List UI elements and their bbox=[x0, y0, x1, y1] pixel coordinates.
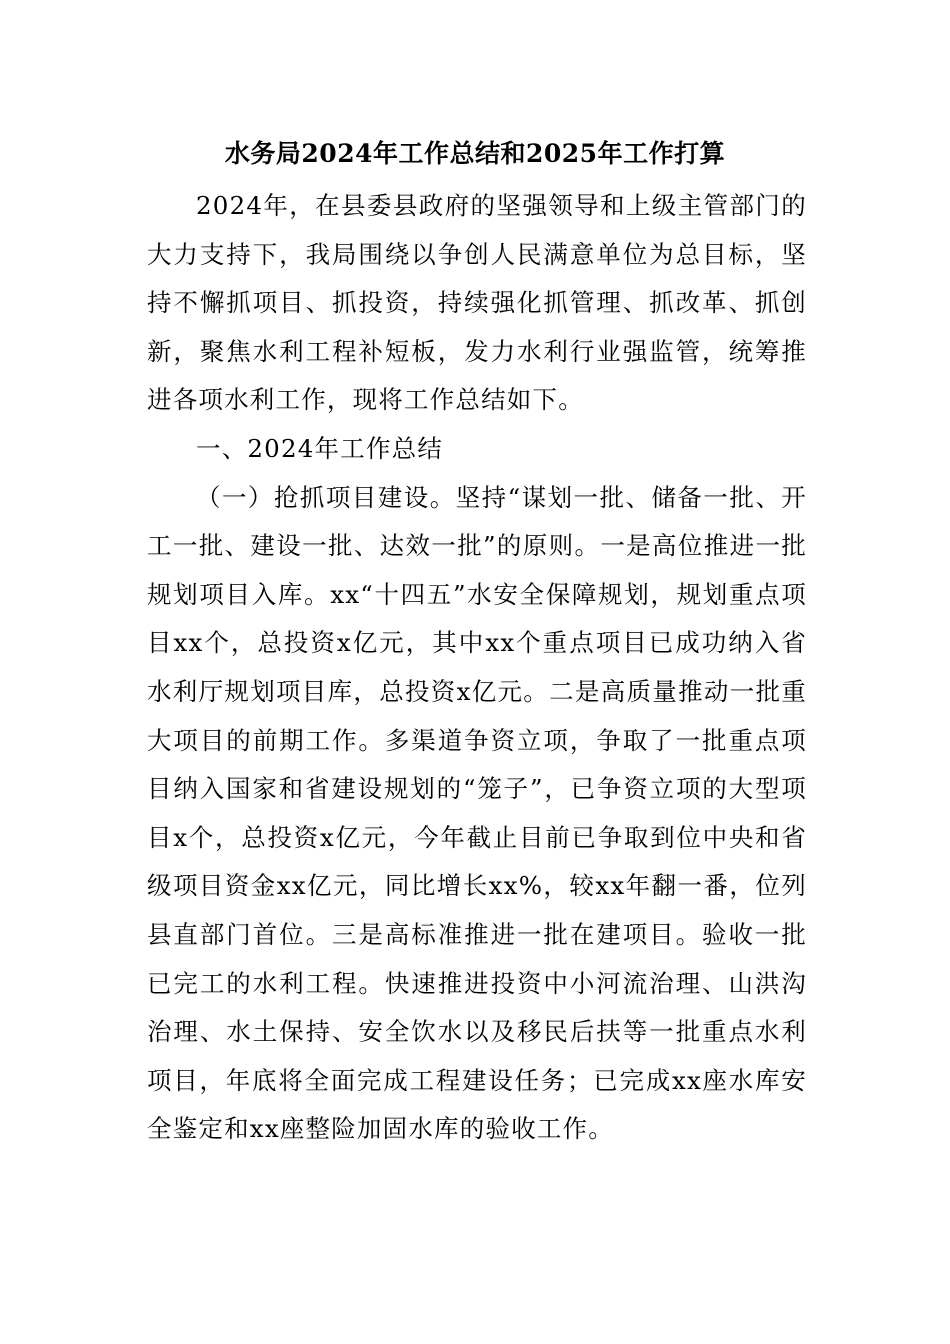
document-title: 水务局2024年工作总结和2025年工作打算 bbox=[224, 139, 726, 168]
intro-paragraph: 2024年，在县委县政府的坚强领导和上级主管部门的大力支持下，我局围绕以争创人民满意单位为总目标，坚持不懈抓项目、抓投资，持续强化抓管理、抓改革、抓创新，聚焦水利工程补短板，发力水利行业强监管，统筹推进各项水利工作，现将工作总结如下。 bbox=[147, 191, 807, 415]
document-body bbox=[147, 182, 807, 1154]
section-heading: 一、2024年工作总结 bbox=[196, 433, 444, 463]
subsection-paragraph: （一）抢抓项目建设。坚持“谋划一批、储备一批、开工一批、建设一批、达效一批”的原则。一是高位推进一批规划项目入库。xx“十四五”水安全保障规划，规划重点项目xx个，总投资x亿元，其中xx个重点项目已成功纳入省水利厅规划项目库，总投资x亿元。二是高质量推动一批重大项目的前期工作。多渠道争资立项，争取了一批重点项目纳入国家和省建设规划的“笼子”，已争资立项的大型项目x个，总投资x亿元，今年截止目前已争取到位中央和省级项目资金xx亿元，同比增长xx%，较xx年翻一番，位列县直部门首位。三是高标准推进一批在建项目。验收一批已完工的水利工程。快速推进投资中小河流治理、山洪沟治理、水土保持、安全饮水以及移民后扶等一批重点水利项目，年底将全面完成工程建设任务；已完成xx座水库安全鉴定和xx座整险加固水库的验收工作。 bbox=[147, 482, 807, 1144]
